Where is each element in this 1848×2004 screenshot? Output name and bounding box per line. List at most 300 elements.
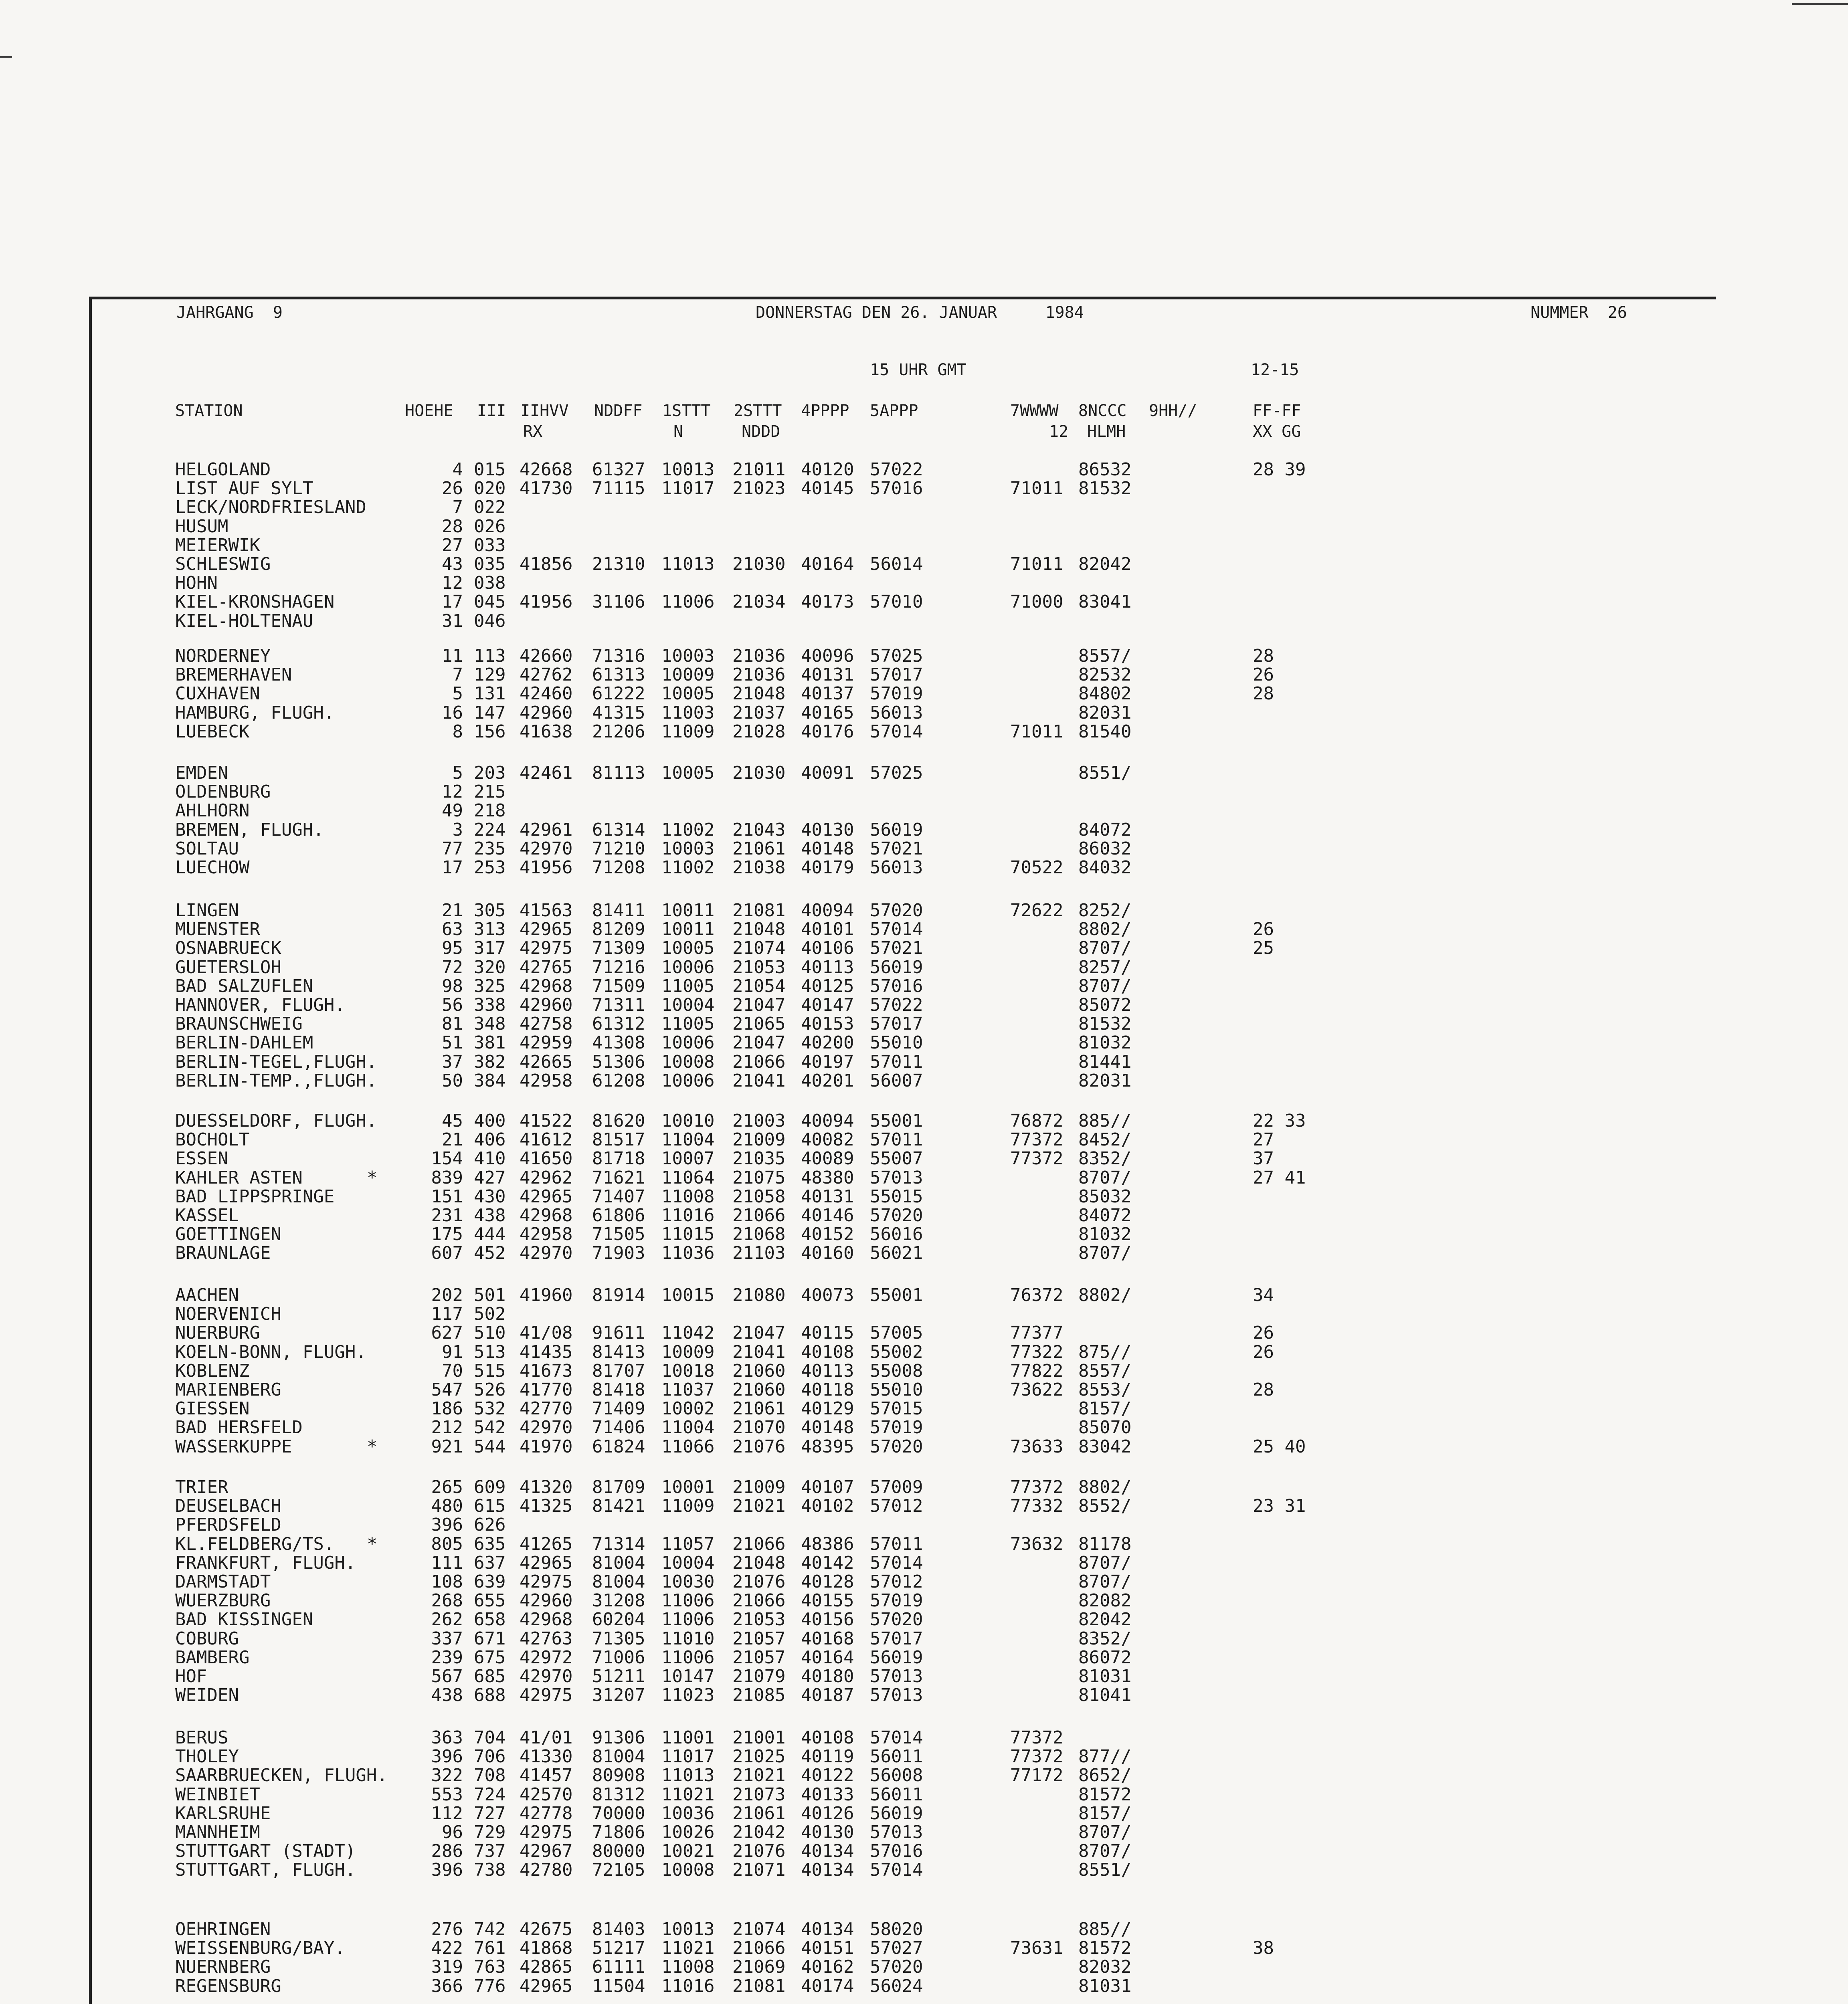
- group-4pppp: 40147: [801, 995, 854, 1015]
- group-1sttt: 11006: [661, 1590, 715, 1611]
- group-4pppp: 40082: [801, 1129, 854, 1150]
- group-4pppp: 40201: [801, 1070, 854, 1091]
- group-5appp: 55010: [870, 1032, 923, 1053]
- group-2sttt: 21053: [732, 957, 786, 978]
- group-nddff: 81709: [592, 1477, 645, 1497]
- group-5appp: 57016: [870, 976, 923, 996]
- table-row: [0, 612, 1848, 631]
- group-1sttt: 11008: [661, 1957, 715, 1978]
- group-4pppp: 40113: [801, 957, 854, 978]
- station-index: 724: [474, 1784, 506, 1805]
- group-8nccc: 81532: [1078, 1014, 1132, 1034]
- group-4pppp: 40134: [801, 1860, 854, 1881]
- group-2sttt: 21048: [732, 683, 786, 704]
- group-4pppp: 40108: [801, 1341, 854, 1362]
- group-4pppp: 40176: [801, 721, 854, 742]
- station-name: KL.FELDBERG/TS.: [175, 1533, 335, 1554]
- group-1sttt: 10011: [661, 919, 715, 940]
- group-5appp: 57014: [870, 1552, 923, 1573]
- group-7wwww: 76372: [1010, 1285, 1064, 1305]
- group-5appp: 57013: [870, 1685, 923, 1706]
- group-2sttt: 21060: [732, 1380, 786, 1400]
- col-nddff: NDDFF: [594, 402, 643, 420]
- group-2sttt: 21085: [732, 1685, 786, 1706]
- table-row: [0, 703, 1848, 723]
- group-nddff: 31106: [592, 592, 645, 612]
- group-5appp: 57022: [870, 995, 923, 1015]
- group-1sttt: 11066: [661, 1436, 715, 1457]
- station-name: BAMBERG: [175, 1647, 250, 1668]
- col-5appp: 5APPP: [870, 402, 918, 420]
- station-height: 31: [442, 610, 463, 631]
- table-row: [0, 665, 1848, 685]
- group-ff: 28: [1253, 1380, 1274, 1400]
- group-8nccc: 84072: [1078, 819, 1132, 840]
- station-index: 325: [474, 976, 506, 996]
- group-4pppp: 40148: [801, 1417, 854, 1438]
- group-8nccc: 8707/: [1078, 1572, 1132, 1592]
- group-nddff: 81620: [592, 1111, 645, 1131]
- group-5appp: 56008: [870, 1765, 923, 1786]
- group-1sttt: 10008: [661, 1860, 715, 1881]
- station-height: 363: [431, 1727, 463, 1748]
- station-name: COBURG: [175, 1628, 239, 1649]
- group-iihvv: 41522: [520, 1111, 573, 1131]
- group-5appp: 57011: [870, 1129, 923, 1150]
- group-1sttt: 11064: [661, 1167, 715, 1188]
- group-nddff: 81004: [592, 1572, 645, 1592]
- group-4pppp: 40145: [801, 478, 854, 499]
- station-height: 16: [442, 702, 463, 723]
- table-row: [0, 1842, 1848, 1861]
- col-1sttt-sub: N: [673, 422, 683, 441]
- group-1sttt: 11015: [661, 1224, 715, 1245]
- group-nddff: 80908: [592, 1765, 645, 1786]
- group-1sttt: 10015: [661, 1285, 715, 1305]
- group-nddff: 71509: [592, 976, 645, 996]
- table-row: [0, 1418, 1848, 1437]
- group-5appp: 57025: [870, 763, 923, 783]
- group-2sttt: 21030: [732, 554, 786, 574]
- group-iihvv: 42965: [520, 919, 573, 940]
- group-1sttt: 11037: [661, 1380, 715, 1400]
- group-nddff: 81403: [592, 1919, 645, 1939]
- station-index: 639: [474, 1572, 506, 1592]
- table-row: [0, 1225, 1848, 1244]
- table-row: [0, 839, 1848, 859]
- group-iihvv: 41325: [520, 1496, 573, 1517]
- station-name: HANNOVER, FLUGH.: [175, 995, 345, 1015]
- station-height: 322: [431, 1765, 463, 1786]
- group-4pppp: 40148: [801, 838, 854, 859]
- group-7wwww: 71011: [1010, 478, 1064, 499]
- station-height: 21: [442, 1129, 463, 1150]
- group-5appp: 57020: [870, 1436, 923, 1457]
- group-2sttt: 21028: [732, 721, 786, 742]
- group-8nccc: 84802: [1078, 683, 1132, 704]
- group-1sttt: 10030: [661, 1572, 715, 1592]
- group-5appp: 56019: [870, 1647, 923, 1668]
- group-4pppp: 40107: [801, 1477, 854, 1497]
- station-name: WEINBIET: [175, 1784, 260, 1805]
- group-2sttt: 21073: [732, 1784, 786, 1805]
- group-2sttt: 21036: [732, 646, 786, 666]
- group-iihvv: 41856: [520, 554, 573, 574]
- table-row: [0, 1286, 1848, 1305]
- group-ff: 26: [1253, 1323, 1274, 1343]
- group-7wwww: 71011: [1010, 721, 1064, 742]
- station-name: NORDERNEY: [175, 646, 271, 666]
- station-index: 515: [474, 1360, 506, 1381]
- group-nddff: 81004: [592, 1552, 645, 1573]
- group-8nccc: 8557/: [1078, 646, 1132, 666]
- station-name: BERLIN-TEGEL,FLUGH.: [175, 1051, 377, 1072]
- group-8nccc: 8352/: [1078, 1628, 1132, 1649]
- station-height: 239: [431, 1647, 463, 1668]
- station-height: 49: [442, 800, 463, 821]
- group-iihvv: 41650: [520, 1148, 573, 1169]
- group-1sttt: 10036: [661, 1803, 715, 1824]
- group-4pppp: 40128: [801, 1572, 854, 1592]
- station-name: BAD HERSFELD: [175, 1417, 303, 1438]
- table-row: [0, 858, 1848, 877]
- group-iihvv: 41638: [520, 721, 573, 742]
- group-4pppp: 40134: [801, 1841, 854, 1862]
- group-4pppp: 40119: [801, 1746, 854, 1767]
- group-8nccc: 81532: [1078, 478, 1132, 499]
- station-height: 175: [431, 1224, 463, 1245]
- station-height: 262: [431, 1609, 463, 1630]
- group-1sttt: 10006: [661, 1070, 715, 1091]
- group-5appp: 57022: [870, 459, 923, 480]
- group-nddff: 81312: [592, 1784, 645, 1805]
- group-iihvv: 42970: [520, 1417, 573, 1438]
- group-iihvv: 42780: [520, 1860, 573, 1881]
- group-8nccc: 8252/: [1078, 900, 1132, 921]
- group-8nccc: 8257/: [1078, 957, 1132, 978]
- group-1sttt: 10004: [661, 1552, 715, 1573]
- group-1sttt: 10006: [661, 1032, 715, 1053]
- table-row: [0, 460, 1848, 479]
- table-row: [0, 1766, 1848, 1785]
- station-name: KOELN-BONN, FLUGH.: [175, 1341, 366, 1362]
- group-5appp: 57019: [870, 1590, 923, 1611]
- group-2sttt: 21069: [732, 1957, 786, 1978]
- station-name: AACHEN: [175, 1285, 239, 1305]
- group-iihvv: 41265: [520, 1533, 573, 1554]
- table-row: [0, 684, 1848, 703]
- table-row: [0, 1535, 1848, 1554]
- station-index: 218: [474, 800, 506, 821]
- period-label: 12-15: [1251, 361, 1299, 379]
- group-nddff: 71309: [592, 938, 645, 959]
- group-2sttt: 21042: [732, 1822, 786, 1842]
- station-height: 95: [442, 938, 463, 959]
- station-name: KAHLER ASTEN: [175, 1167, 303, 1188]
- group-ff: 23 31: [1253, 1496, 1306, 1517]
- group-nddff: 41308: [592, 1032, 645, 1053]
- group-nddff: 61327: [592, 459, 645, 480]
- group-2sttt: 21081: [732, 1976, 786, 1996]
- group-5appp: 55007: [870, 1148, 923, 1169]
- group-5appp: 57009: [870, 1477, 923, 1497]
- station-index: 313: [474, 919, 506, 940]
- station-name: GUETERSLOH: [175, 957, 281, 978]
- group-iihvv: 42758: [520, 1014, 573, 1034]
- table-row: [0, 977, 1848, 996]
- group-nddff: 61208: [592, 1070, 645, 1091]
- group-8nccc: 86072: [1078, 1647, 1132, 1668]
- group-nddff: 60204: [592, 1609, 645, 1630]
- group-1sttt: 11008: [661, 1186, 715, 1207]
- table-row: [0, 517, 1848, 536]
- group-8nccc: 885//: [1078, 1111, 1132, 1131]
- group-8nccc: 82042: [1078, 1609, 1132, 1630]
- group-8nccc: 81031: [1078, 1976, 1132, 1996]
- station-height: 98: [442, 976, 463, 996]
- group-iihvv: 41457: [520, 1765, 573, 1786]
- station-index: 382: [474, 1051, 506, 1072]
- group-iihvv: 41/01: [520, 1727, 573, 1748]
- group-7wwww: 71011: [1010, 554, 1064, 574]
- group-8nccc: 8557/: [1078, 1360, 1132, 1381]
- table-row: [0, 820, 1848, 840]
- group-5appp: 55002: [870, 1341, 923, 1362]
- group-nddff: 71210: [592, 838, 645, 859]
- station-index: 542: [474, 1417, 506, 1438]
- group-nddff: 71406: [592, 1417, 645, 1438]
- station-name: THOLEY: [175, 1746, 239, 1767]
- group-nddff: 71208: [592, 857, 645, 878]
- group-5appp: 57019: [870, 683, 923, 704]
- group-7wwww: 77372: [1010, 1148, 1064, 1169]
- group-4pppp: 40200: [801, 1032, 854, 1053]
- group-nddff: 72105: [592, 1860, 645, 1881]
- group-nddff: 71806: [592, 1822, 645, 1842]
- group-iihvv: 41956: [520, 857, 573, 878]
- group-4pppp: 40153: [801, 1014, 854, 1034]
- group-4pppp: 40151: [801, 1938, 854, 1959]
- station-name: EMDEN: [175, 763, 228, 783]
- table-row: [0, 574, 1848, 593]
- group-1sttt: 10007: [661, 1148, 715, 1169]
- group-iihvv: 41970: [520, 1436, 573, 1457]
- group-2sttt: 21057: [732, 1628, 786, 1649]
- station-height: 202: [431, 1285, 463, 1305]
- group-7wwww: 73632: [1010, 1533, 1064, 1554]
- station-height: 553: [431, 1784, 463, 1805]
- table-row: [0, 1648, 1848, 1667]
- group-ff: 28 39: [1253, 459, 1306, 480]
- station-index: 203: [474, 763, 506, 783]
- group-4pppp: 40162: [801, 1957, 854, 1978]
- group-8nccc: 8157/: [1078, 1398, 1132, 1419]
- group-8nccc: 8157/: [1078, 1803, 1132, 1824]
- table-row: [0, 939, 1848, 958]
- group-nddff: 81517: [592, 1129, 645, 1150]
- group-5appp: 57021: [870, 938, 923, 959]
- group-5appp: 57017: [870, 1628, 923, 1649]
- station-height: 396: [431, 1746, 463, 1767]
- table-row: [0, 1920, 1848, 1939]
- group-iihvv: 42765: [520, 957, 573, 978]
- station-height: 627: [431, 1323, 463, 1343]
- group-1sttt: 11017: [661, 1746, 715, 1767]
- station-height: 7: [452, 497, 463, 518]
- col-9hh: 9HH//: [1149, 402, 1197, 420]
- station-height: 319: [431, 1957, 463, 1978]
- station-height: 839: [431, 1167, 463, 1188]
- station-name: DUESSELDORF, FLUGH.: [175, 1111, 377, 1131]
- group-2sttt: 21011: [732, 459, 786, 480]
- group-8nccc: 82031: [1078, 1070, 1132, 1091]
- group-4pppp: 40131: [801, 665, 854, 685]
- scan-edge-mark: [0, 56, 12, 58]
- group-5appp: 56024: [870, 1976, 923, 1996]
- table-row: [0, 1362, 1848, 1381]
- group-nddff: 51217: [592, 1938, 645, 1959]
- station-index: 615: [474, 1496, 506, 1517]
- station-height: 366: [431, 1976, 463, 1996]
- station-index: 637: [474, 1552, 506, 1573]
- group-nddff: 81411: [592, 900, 645, 921]
- group-nddff: 71115: [592, 478, 645, 499]
- group-4pppp: 40155: [801, 1590, 854, 1611]
- station-name: FRANKFURT, FLUGH.: [175, 1552, 356, 1573]
- group-8nccc: 81441: [1078, 1051, 1132, 1072]
- station-index: 038: [474, 573, 506, 594]
- group-nddff: 81707: [592, 1360, 645, 1381]
- group-2sttt: 21003: [732, 1111, 786, 1131]
- station-name: AHLHORN: [175, 800, 250, 821]
- group-4pppp: 40106: [801, 938, 854, 959]
- group-nddff: 31208: [592, 1590, 645, 1611]
- station-index: 501: [474, 1285, 506, 1305]
- group-iihvv: 42665: [520, 1051, 573, 1072]
- station-name: OLDENBURG: [175, 782, 271, 802]
- station-name: BOCHOLT: [175, 1129, 250, 1150]
- mountain-marker: *: [367, 1533, 378, 1554]
- group-8nccc: 8802/: [1078, 1477, 1132, 1497]
- station-height: 337: [431, 1628, 463, 1649]
- group-5appp: 56011: [870, 1784, 923, 1805]
- table-row: [0, 1111, 1848, 1131]
- station-name: BAD SALZUFLEN: [175, 976, 313, 996]
- group-5appp: 58020: [870, 1919, 923, 1939]
- table-row: [0, 1686, 1848, 1705]
- group-4pppp: 40142: [801, 1552, 854, 1573]
- group-nddff: 31207: [592, 1685, 645, 1706]
- station-height: 547: [431, 1380, 463, 1400]
- col-7wwww-sub: 12: [1049, 422, 1069, 441]
- station-height: 3: [452, 819, 463, 840]
- group-5appp: 55010: [870, 1380, 923, 1400]
- station-index: 215: [474, 782, 506, 802]
- station-index: 544: [474, 1436, 506, 1457]
- station-index: 706: [474, 1746, 506, 1767]
- table-row: [0, 1785, 1848, 1804]
- group-4pppp: 48395: [801, 1436, 854, 1457]
- group-5appp: 56021: [870, 1243, 923, 1264]
- group-2sttt: 21001: [732, 1727, 786, 1748]
- group-iihvv: 42975: [520, 1685, 573, 1706]
- group-nddff: 70000: [592, 1803, 645, 1824]
- station-height: 63: [442, 919, 463, 940]
- group-iihvv: 42960: [520, 702, 573, 723]
- station-height: 422: [431, 1938, 463, 1959]
- group-2sttt: 21054: [732, 976, 786, 996]
- station-height: 26: [442, 478, 463, 499]
- group-7wwww: 77332: [1010, 1496, 1064, 1517]
- station-index: 444: [474, 1224, 506, 1245]
- group-8nccc: 8707/: [1078, 1167, 1132, 1188]
- group-iihvv: 42965: [520, 1552, 573, 1573]
- table-row: [0, 1554, 1848, 1573]
- group-5appp: 57012: [870, 1496, 923, 1517]
- group-8nccc: 8551/: [1078, 763, 1132, 783]
- station-name: HUSUM: [175, 516, 228, 537]
- group-1sttt: 11006: [661, 1647, 715, 1668]
- group-4pppp: 40113: [801, 1360, 854, 1381]
- group-8nccc: 82532: [1078, 665, 1132, 685]
- group-nddff: 71314: [592, 1533, 645, 1554]
- group-5appp: 57014: [870, 1860, 923, 1881]
- group-2sttt: 21068: [732, 1224, 786, 1245]
- station-name: GIESSEN: [175, 1398, 250, 1419]
- station-index: 235: [474, 838, 506, 859]
- table-row: [0, 1343, 1848, 1362]
- station-index: 305: [474, 900, 506, 921]
- station-index: 609: [474, 1477, 506, 1497]
- group-iihvv: 42961: [520, 819, 573, 840]
- station-name: MANNHEIM: [175, 1822, 260, 1842]
- station-index: 526: [474, 1380, 506, 1400]
- group-1sttt: 11021: [661, 1784, 715, 1805]
- group-1sttt: 11009: [661, 721, 715, 742]
- group-4pppp: 40164: [801, 1647, 854, 1668]
- group-iihvv: 42770: [520, 1398, 573, 1419]
- group-2sttt: 21066: [732, 1051, 786, 1072]
- station-name: TRIER: [175, 1477, 228, 1497]
- group-8nccc: 8652/: [1078, 1765, 1132, 1786]
- group-4pppp: 40129: [801, 1398, 854, 1419]
- mountain-marker: *: [367, 1167, 378, 1188]
- station-index: 317: [474, 938, 506, 959]
- group-2sttt: 21066: [732, 1590, 786, 1611]
- station-name: HAMBURG, FLUGH.: [175, 702, 335, 723]
- station-index: 046: [474, 610, 506, 631]
- group-ff: 26: [1253, 1341, 1274, 1362]
- station-height: 43: [442, 554, 463, 574]
- group-2sttt: 21066: [732, 1533, 786, 1554]
- station-height: 17: [442, 592, 463, 612]
- station-height: 27: [442, 535, 463, 556]
- group-4pppp: 40173: [801, 592, 854, 612]
- station-index: 427: [474, 1167, 506, 1188]
- station-name: STUTTGART, FLUGH.: [175, 1860, 356, 1881]
- table-row: [0, 996, 1848, 1015]
- group-ff: 25 40: [1253, 1436, 1306, 1457]
- group-5appp: 56013: [870, 857, 923, 878]
- group-1sttt: 10003: [661, 838, 715, 859]
- station-index: 685: [474, 1666, 506, 1687]
- table-row: [0, 764, 1848, 783]
- station-name: WUERZBURG: [175, 1590, 271, 1611]
- table-row: [0, 801, 1848, 820]
- station-name: KIEL-KRONSHAGEN: [175, 592, 335, 612]
- group-iihvv: 42962: [520, 1167, 573, 1188]
- group-8nccc: 875//: [1078, 1341, 1132, 1362]
